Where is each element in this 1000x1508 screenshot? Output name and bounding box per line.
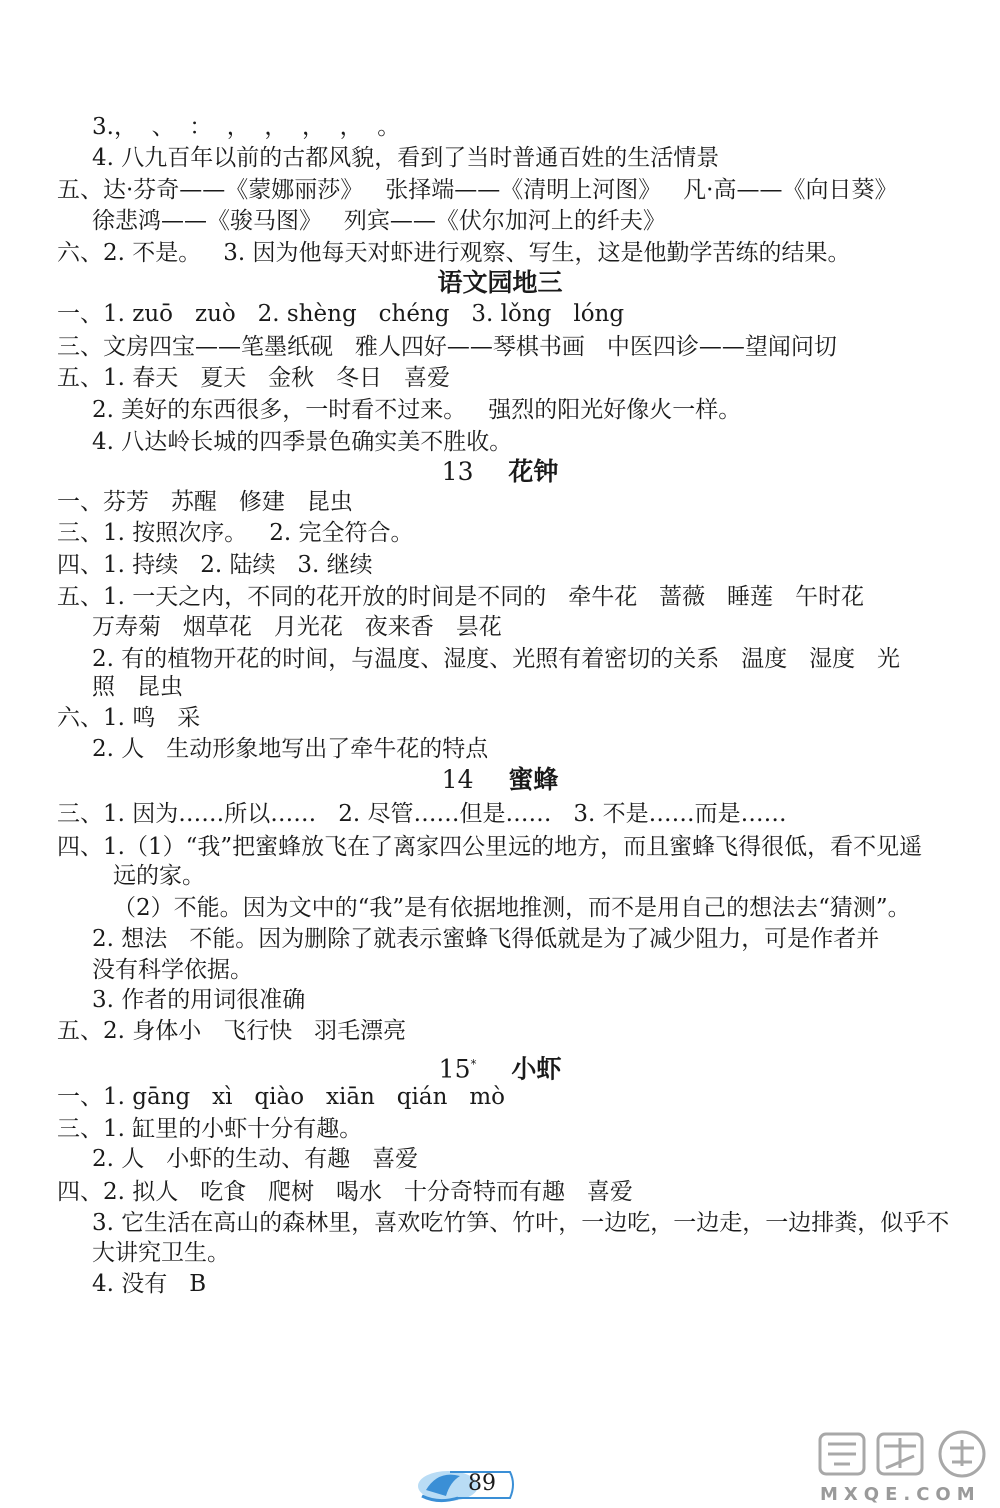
answer-line: 3.， 、 ： ， ， ， ， 。 [92, 114, 401, 140]
answer-line: 照 昆虫 [92, 674, 183, 700]
answer-line: 五、1. 春天 夏天 金秋 冬日 喜爱 [57, 365, 450, 391]
section-heading [0, 267, 1000, 299]
answer-line: （2）不能。因为文中的“我”是有依据地推测，而不是用自己的想法去“猜测”。 [113, 895, 911, 921]
lesson-title: 小虾 [511, 1054, 562, 1084]
svg-text:MXQE.COM: MXQE.COM [820, 1484, 981, 1505]
answer-line: 没有科学依据。 [92, 957, 253, 983]
answer-line: 2. 人 小虾的生动、有趣 喜爱 [92, 1146, 419, 1172]
answer-line: 六、2. 不是。 3. 因为他每天对虾进行观察、写生，这是他勤学苦练的结果。 [57, 240, 851, 266]
answer-line: 4. 八九百年以前的古都风貌，看到了当时普通百姓的生活情景 [92, 145, 720, 171]
answer-line: 一、1. gāng xì qiào xiān qián mò [57, 1084, 505, 1110]
answer-line: 2. 有的植物开花的时间，与温度、湿度、光照有着密切的关系 温度 湿度 光 [92, 646, 901, 672]
answer-line: 3. 它生活在高山的森林里，喜欢吃竹笋、竹叶，一边吃，一边走，一边排粪，似乎不 [92, 1210, 950, 1236]
answer-line: 四、1. 持续 2. 陆续 3. 继续 [57, 552, 373, 578]
page-number: 89 [468, 1471, 496, 1496]
answer-line: 三、1. 缸里的小虾十分有趣。 [57, 1116, 363, 1142]
answer-line: 五、1. 一天之内，不同的花开放的时间是不同的 牵牛花 蔷薇 睡莲 午时花 [57, 584, 864, 610]
answer-line: 四、2. 拟人 吃食 爬树 喝水 十分奇特而有趣 喜爱 [57, 1179, 633, 1205]
answer-line: 一、1. zuō zuò 2. shèng chéng 3. lǒng lóng [57, 301, 625, 327]
lesson-title: 蜜蜂 [508, 765, 559, 794]
lesson-heading [0, 456, 1000, 488]
answer-line: 2. 美好的东西很多，一时看不过来。 强烈的阳光好像火一样。 [92, 397, 742, 423]
lesson-heading [0, 764, 1000, 796]
answer-line: 3. 作者的用词很准确 [92, 987, 306, 1013]
answer-line: 大讲究卫生。 [92, 1240, 230, 1266]
answer-line: 万寿菊 烟草花 月光花 夜来香 昙花 [92, 614, 502, 640]
answer-line: 4. 八达岭长城的四季景色确实美不胜收。 [92, 429, 513, 455]
answer-line: 四、1.（1）“我”把蜜蜂放飞在了离家四公里远的地方，而且蜜蜂飞得很低，看不见遥 [57, 834, 923, 860]
answer-line: 2. 想法 不能。因为删除了就表示蜜蜂飞得低就是为了减少阻力，可是作者并 [92, 926, 880, 952]
lesson-heading [0, 1048, 1000, 1085]
answer-line: 三、1. 因为……所以…… 2. 尽管……但是…… 3. 不是……而是…… [57, 801, 787, 827]
answer-line: 三、文房四宝——笔墨纸砚 雅人四好——琴棋书画 中医四诊——望闻问切 [57, 334, 837, 360]
lesson-title: 花钟 [508, 457, 559, 486]
answer-line: 六、1. 鸣 采 [57, 705, 201, 731]
answer-line: 4. 没有 B [92, 1271, 207, 1297]
answer-line: 远的家。 [113, 863, 205, 889]
lesson-number: 15 [438, 1054, 471, 1084]
optional-mark: * [470, 1057, 477, 1071]
answer-line: 2. 人 生动形象地写出了牵牛花的特点 [92, 736, 489, 762]
lesson-number: 14 [441, 765, 474, 794]
answer-line: 五、2. 身体小 飞行快 羽毛漂亮 [57, 1018, 407, 1044]
lesson-number: 13 [441, 457, 474, 486]
answer-line: 三、1. 按照次序。 2. 完全符合。 [57, 520, 414, 546]
watermark-logo-icon [812, 1428, 998, 1506]
answer-line: 五、达·芬奇——《蒙娜丽莎》 张择端——《清明上河图》 凡·高——《向日葵》 [57, 177, 898, 203]
answer-line: 徐悲鸿——《骏马图》 列宾——《伏尔加河上的纤夫》 [92, 208, 666, 234]
answer-line: 一、芬芳 苏醒 修建 昆虫 [57, 489, 353, 515]
section-title: 语文园地三 [437, 268, 563, 297]
